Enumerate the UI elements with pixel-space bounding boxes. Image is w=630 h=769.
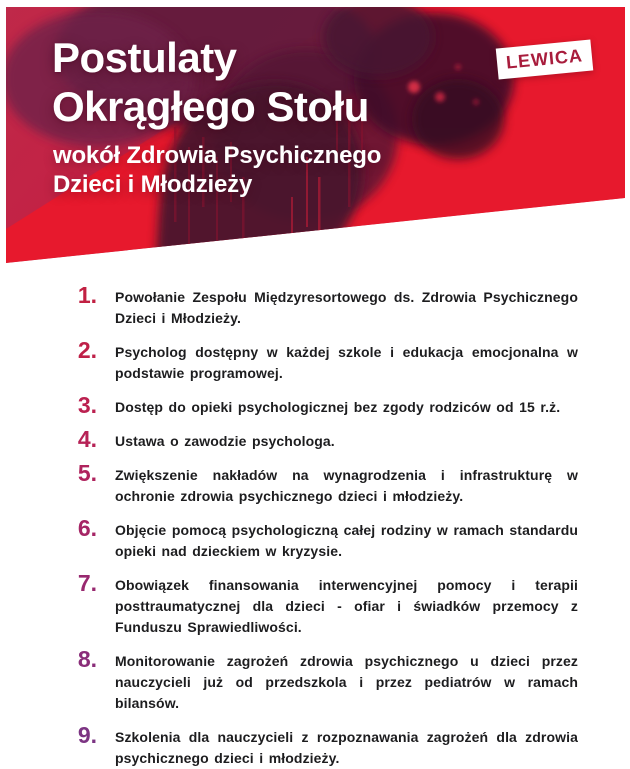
list-item [57,392,578,418]
item-number: 8. [77,646,97,672]
list-item [57,337,578,384]
item-number: 5. [77,460,97,486]
item-number: 9. [77,722,97,748]
item-text: Dostęp do opieki psychologicznej bez zgody rodziców od 15 r.ż. [115,399,561,415]
item-text: Zwiększenie nakładów na wynagrodzenia i infrastrukturę w ochronie zdrowia psychicznego dzieci i młodzieży. [115,467,578,504]
item-number: 6. [77,515,97,541]
item-text: Ustawa o zawodzie psychologa. [115,433,335,449]
item-number: 4. [77,426,97,452]
list-item [57,570,578,638]
item-text: Powołanie Zespołu Międzyresortowego ds. Zdrowia Psychicznego Dzieci i Młodzieży. [115,289,578,326]
item-text: Monitorowanie zagrożeń zdrowia psychicznego u dzieci przez nauczycieli już od przedszkola i przez pediatrów w ramach bilansów. [115,653,578,711]
subtitle-line-1: wokół Zdrowia Psychicznego [53,142,382,169]
item-text: Objęcie pomocą psychologiczną całej rodziny w ramach standardu opieki nad dzieckiem w kryzysie. [115,522,578,559]
item-text: Szkolenia dla nauczycieli z rozpoznawania zagrożeń dla zdrowia psychicznego dzieci i młodzieży. [115,729,578,766]
item-number: 1. [77,282,97,308]
list-item [57,426,578,452]
lewica-logo-text: LEWICA [505,45,584,73]
title-line-2: Okrągłego Stołu [52,83,369,130]
item-number: 3. [77,392,97,418]
subtitle-line-2: Dzieci i Młodzieży [53,171,253,198]
title-line-1: Postulaty [52,34,237,81]
list-item [57,460,578,507]
header-banner [6,7,625,263]
list-item [57,282,578,329]
list-item [57,646,578,714]
poster-subtitle [53,141,381,199]
list-item [57,722,578,769]
postulates-list [0,282,630,769]
item-text: Obowiązek finansowania interwencyjnej pomocy i terapii posttraumatycznej dla dzieci - ofiar i świadków przemocy z Funduszu Sprawiedliwości. [115,577,578,635]
item-text: Psycholog dostępny w każdej szkole i edukacja emocjonalna w podstawie programowej. [115,344,578,381]
item-number: 2. [77,337,97,363]
list-item [57,515,578,562]
poster-title [52,33,369,131]
item-number: 7. [77,570,97,596]
